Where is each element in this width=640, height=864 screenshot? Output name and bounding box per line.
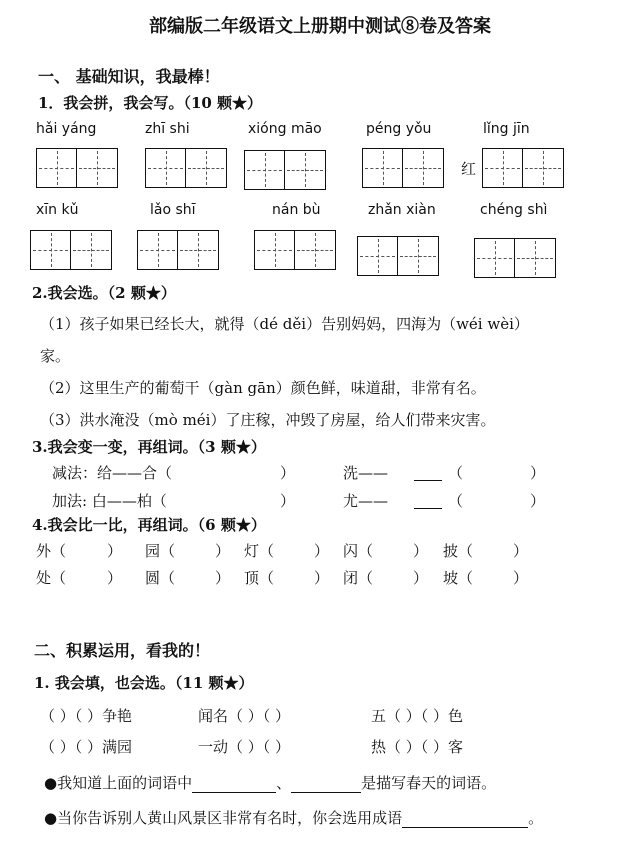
q4-item: 圆（ xyxy=(145,569,176,587)
question-2-label: 2.我会选。（2 颗★） xyxy=(32,284,176,302)
q4-close: ） xyxy=(107,569,123,587)
q3-paren-open: （ xyxy=(448,464,464,482)
q3-paren-open: （ xyxy=(448,492,464,510)
q4-item: 外（ xyxy=(36,542,67,560)
writing-box[interactable] xyxy=(145,148,227,188)
section-1-heading: 一、 基础知识，我最棒！ xyxy=(38,67,220,86)
q4-item: 处（ xyxy=(36,569,67,587)
writing-box[interactable] xyxy=(36,148,118,188)
idiom-blank: （ ）（ ）争艳 xyxy=(40,707,133,725)
writing-box[interactable] xyxy=(362,148,444,188)
question-4-label: 4.我会比一比，再组词。（6 颗★） xyxy=(32,516,266,534)
answer-blank[interactable] xyxy=(192,776,276,793)
q3-paren-close: ） xyxy=(530,464,546,482)
pinyin-peng-you: péng yǒu xyxy=(366,121,432,137)
question-3-label: 3.我会变一变，再组词。（3 颗★） xyxy=(32,438,266,456)
q4-item: 闪（ xyxy=(343,542,374,560)
q2-line-2: （2）这里生产的葡萄干（gàn gān）颜色鲜，味道甜，非常有名。 xyxy=(40,379,486,397)
bullet-2-prefix: ●当你告诉别人黄山风景区非常有名时，你会选用成语 xyxy=(44,809,403,827)
bullet-1-sep: 、 xyxy=(276,774,292,792)
pinyin-ling-jin: lǐng jīn xyxy=(483,121,530,137)
section-2-heading: 二、积累运用，看我的！ xyxy=(34,641,211,660)
pinyin-lao-shi: lǎo shī xyxy=(150,202,196,218)
q3-sub-close: ） xyxy=(280,464,296,482)
q4-close: ） xyxy=(314,542,330,560)
bullet-1-suffix: 是描写春天的词语。 xyxy=(361,774,497,792)
question-1-label: 1．我会拼，我会写。（10 颗★） xyxy=(38,94,263,112)
q4-close: ） xyxy=(413,542,429,560)
q4-close: ） xyxy=(215,569,231,587)
writing-box[interactable] xyxy=(244,150,326,190)
q2-line-3: （3）洪水淹没（mò méi）了庄稼，冲毁了房屋，给人们带来灾害。 xyxy=(40,411,496,429)
writing-box[interactable] xyxy=(137,230,219,270)
writing-box[interactable] xyxy=(30,230,112,270)
answer-blank[interactable] xyxy=(291,776,361,793)
writing-box[interactable] xyxy=(482,148,564,188)
q4-item: 披（ xyxy=(443,542,474,560)
q4-close: ） xyxy=(314,569,330,587)
q3-paren-close: ） xyxy=(530,492,546,510)
q4-close: ） xyxy=(513,542,529,560)
writing-box[interactable] xyxy=(474,238,556,278)
q2-line-1: （1）孩子如果已经长大，就得（dé děi）告别妈妈，四海为（wéi wèi） xyxy=(40,315,529,333)
prefix-char-hong: 红 xyxy=(461,160,477,178)
bullet-spring-words xyxy=(44,772,496,793)
bullet-2-suffix: 。 xyxy=(528,809,544,827)
pinyin-xiong-mao: xióng māo xyxy=(248,121,322,137)
idiom-blank: 闻名（ ）（ ） xyxy=(198,707,291,725)
pinyin-xin-ku: xīn kǔ xyxy=(36,202,79,218)
section-2-question-1-label: 1. 我会填，也会选。（11 颗★） xyxy=(34,674,254,692)
idiom-blank: 一动（ ）（ ） xyxy=(198,738,291,756)
q4-item: 顶（ xyxy=(244,569,275,587)
q4-item: 灯（ xyxy=(244,542,275,560)
q3-subtraction: 减法：给——合（ xyxy=(52,464,173,482)
q3-add-close: ） xyxy=(280,492,296,510)
answer-blank[interactable] xyxy=(414,464,442,481)
writing-box[interactable] xyxy=(254,230,336,270)
q4-item: 坡（ xyxy=(443,569,474,587)
q4-item: 闭（ xyxy=(343,569,374,587)
q3-wash: 洗—— xyxy=(343,464,389,482)
writing-box[interactable] xyxy=(357,236,439,276)
answer-blank[interactable] xyxy=(414,492,442,509)
pinyin-cheng-shi: chéng shì xyxy=(480,202,548,218)
q4-item: 园（ xyxy=(145,542,176,560)
q3-addition: 加法: 白——柏（ xyxy=(52,492,167,510)
pinyin-nan-bu: nán bù xyxy=(272,202,321,218)
idiom-blank: 热（ ）（ ）客 xyxy=(371,738,464,756)
page-title: 部编版二年级语文上册期中测试⑧卷及答案 xyxy=(149,16,491,37)
idiom-blank: 五（ ）（ ）色 xyxy=(371,707,464,725)
q2-line-1-cont: 家。 xyxy=(40,347,71,365)
answer-blank[interactable] xyxy=(402,811,528,828)
bullet-1-prefix: ●我知道上面的词语中 xyxy=(44,774,193,792)
idiom-blank: （ ）（ ）满园 xyxy=(40,738,133,756)
q3-you: 尤—— xyxy=(343,492,389,510)
pinyin-zhan-xian: zhǎn xiàn xyxy=(368,202,436,218)
q4-close: ） xyxy=(513,569,529,587)
q4-close: ） xyxy=(107,542,123,560)
q4-close: ） xyxy=(215,542,231,560)
bullet-famous-idiom xyxy=(44,807,543,828)
pinyin-zhi-shi: zhī shi xyxy=(145,121,190,137)
pinyin-hai-yang: hǎi yáng xyxy=(36,121,97,137)
q4-close: ） xyxy=(413,569,429,587)
